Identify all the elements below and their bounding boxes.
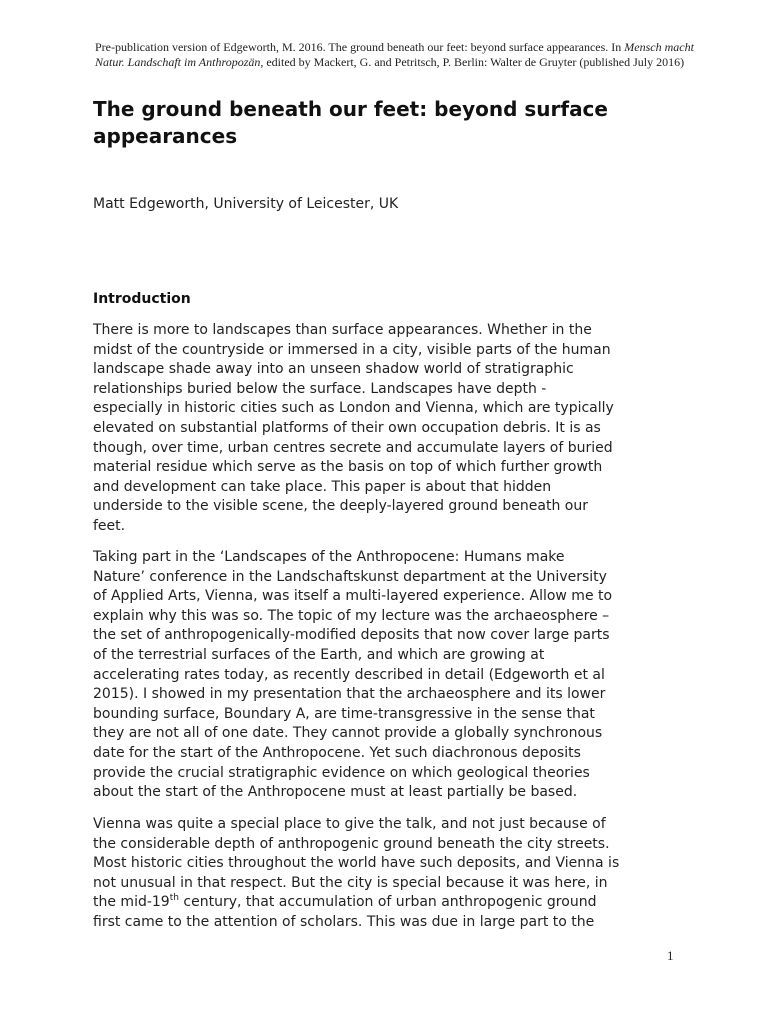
paragraph-1 — [93, 321, 683, 537]
paragraph-line: Most historic cities throughout the world have such deposits, and Vienna is — [93, 855, 620, 872]
paragraph-line: feet. — [93, 517, 126, 534]
section-heading-introduction: Introduction — [93, 291, 191, 307]
paper-title — [93, 96, 673, 150]
paragraph-line: elevated on substantial platforms of their own occupation debris. It is as — [93, 419, 601, 436]
paragraph-line: 2015). I showed in my presentation that the archaeosphere and its lower — [93, 686, 606, 703]
paragraph-line: accelerating rates today, as recently described in detail (Edgeworth et al — [93, 666, 605, 683]
paragraph-line: Nature’ conference in the Landschaftskunst department at the University — [93, 568, 607, 585]
paragraph-line: landscape shade away into an unseen shadow world of stratigraphic — [93, 361, 574, 378]
paragraph-line: Taking part in the ‘Landscapes of the Anthropocene: Humans make — [93, 549, 565, 565]
paragraph-line: underside to the visible scene, the deeply-layered ground beneath our — [93, 498, 588, 515]
paragraph-line: and development can take place. This paper is about that hidden — [93, 478, 552, 495]
paragraph-line: especially in historic cities such as London and Vienna, which are typically — [93, 400, 614, 417]
paper-title-line-2: appearances — [93, 124, 238, 148]
superscript-th: th — [169, 893, 179, 904]
paragraph-line: of Applied Arts, Vienna, was itself a multi-layered experience. Allow me to — [93, 588, 613, 605]
paper-title-line-1: The ground beneath our feet: beyond surface — [93, 97, 608, 121]
paragraph-line: midst of the countryside or immersed in a city, visible parts of the human — [93, 341, 611, 358]
paragraph-2 — [93, 548, 683, 803]
paragraph-line: bounding surface, Boundary A, are time-transgressive in the sense that — [93, 705, 595, 722]
paragraph-line: There is more to landscapes than surface appearances. Whether in the — [93, 322, 592, 338]
paragraph-line: Vienna was quite a special place to give the talk, and not just because of — [93, 816, 606, 832]
paragraph-line: the set of anthropogenically-modified deposits that now cover large parts — [93, 627, 610, 644]
note-text-1: Pre-publication version of Edgeworth, M. 2016. The ground beneath our feet: beyond surface appearances. In — [95, 40, 625, 54]
prepublication-note — [95, 40, 695, 70]
paragraph-line: about the start of the Anthropocene must at least partially be based. — [93, 784, 578, 801]
note-book-title: Mensch macht Natur. Landschaft im Anthropozän — [95, 40, 694, 69]
paragraph-line: provide the crucial stratigraphic evidence on which geological theories — [93, 764, 590, 781]
author-affiliation: Matt Edgeworth, University of Leicester, UK — [93, 196, 399, 212]
paragraph-line: the considerable depth of anthropogenic ground beneath the city streets. — [93, 835, 610, 852]
paragraph-line: relationships buried below the surface. Landscapes have depth - — [93, 380, 547, 397]
paragraph-line: date for the start of the Anthropocene. Yet such diachronous deposits — [93, 744, 581, 761]
sup-line-after: century, that accumulation of urban anthropogenic ground — [178, 894, 597, 911]
paragraph-line: of the terrestrial surfaces of the Earth, and which are growing at — [93, 646, 545, 663]
paragraph-line: though, over time, urban centres secrete and accumulate layers of buried — [93, 439, 613, 456]
paragraph-3 — [93, 815, 683, 933]
paragraph-line: first came to the attention of scholars. This was due in large part to the — [93, 913, 595, 930]
paragraph-line-with-superscript — [93, 893, 683, 913]
page-number: 1 — [667, 948, 674, 963]
paragraph-line: material residue which serve as the basis on top of which further growth — [93, 459, 603, 476]
paragraph-line: they are not all of one date. They cannot provide a globally synchronous — [93, 725, 603, 742]
paragraph-line: not unusual in that respect. But the city is special because it was here, in — [93, 874, 608, 891]
note-text-2: , edited by Mackert, G. and Petritsch, P. Berlin: Walter de Gruyter (published July 2016) — [260, 55, 685, 69]
sup-line-before: the mid-19 — [93, 894, 170, 911]
paragraph-line: explain why this was so. The topic of my lecture was the archaeosphere – — [93, 607, 610, 624]
